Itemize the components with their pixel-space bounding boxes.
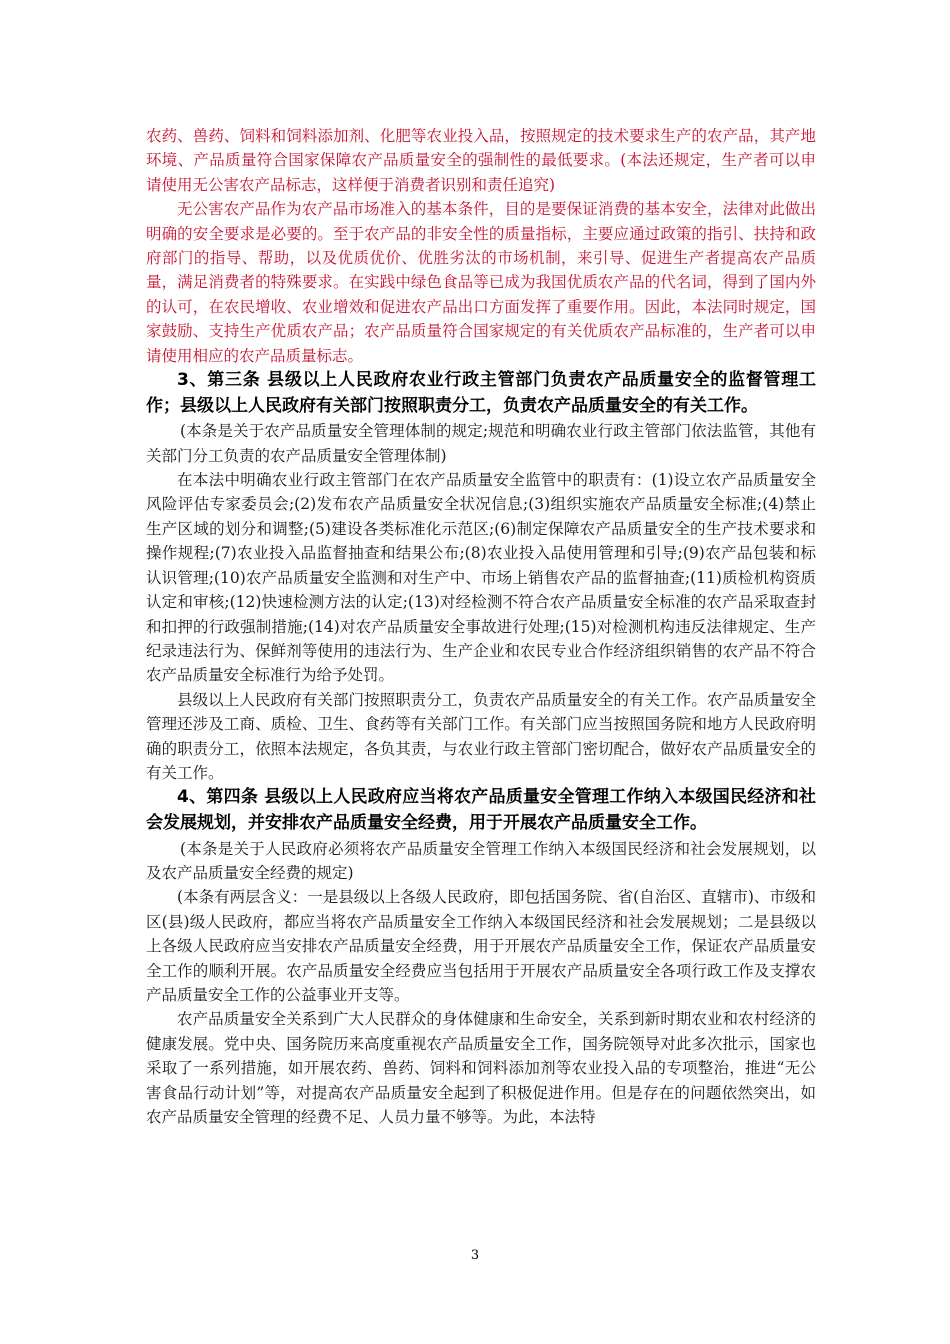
article-4-note: (本条是关于人民政府必须将农产品质量安全管理工作纳入本级国民经济和社会发展规划，以及农产品质量安全经费的规定) xyxy=(146,839,816,882)
document-page xyxy=(146,124,816,1129)
paragraph-related-departments: 县级以上人民政府有关部门按照职责分工，负责农产品质量安全的有关工作。农产品质量安全管理还涉及工商、质检、卫生、食药等有关部门工作。有关部门应当按照国务院和地方人民政府明确的职责分工，依照本法规定，各负其责，与农业行政主管部门密切配合，做好农产品质量安全的有关工作。 xyxy=(146,690,816,782)
article-4-heading: 4、第四条 县级以上人民政府应当将农产品质量安全管理工作纳入本级国民经济和社会发展规划，并安排农产品质量安全经费，用于开展农产品质量安全工作。 xyxy=(146,787,816,833)
article-3-note: (本条是关于农产品质量安全管理体制的规定;规范和明确农业行政主管部门依法监管，其他有关部门分工负责的农产品质量安全管理体制) xyxy=(146,422,816,465)
article-3-heading: 3、第三条 县级以上人民政府农业行政主管部门负责农产品质量安全的监督管理工作；县级以上人民政府有关部门按照职责分工，负责农产品质量安全的有关工作。 xyxy=(146,370,816,416)
paragraph-quality-safety-importance: 农产品质量安全关系到广大人民群众的身体健康和生命安全，关系到新时期农业和农村经济的健康发展。党中央、国务院历来高度重视农产品质量安全工作，国务院领导对此多次批示，国家也采取了一系列措施，如开展农药、兽药、饲料和饲料添加剂等农业投入品的专项整治，推进“无公害食品行动计划”等，对提高农产品质量安全起到了积极促进作用。但是存在的问题依然突出，如农产品质量安全管理的经费不足、人员力量不够等。为此，本法特 xyxy=(146,1010,816,1126)
paragraph-pollution-free-definition: 农药、兽药、饲料和饲料添加剂、化肥等农业投入品，按照规定的技术要求生产的农产品，其产地环境、产品质量符合国家保障农产品质量安全的强制性的最低要求。(本法还规定，生产者可以申请使用无公害农产品标志，这样便于消费者识别和责任追究) xyxy=(146,127,816,194)
paragraph-two-meanings: (本条有两层含义：一是县级以上各级人民政府，即包括国务院、省(自治区、直辖市)、市级和区(县)级人民政府，都应当将农产品质量安全工作纳入本级国民经济和社会发展规划；二是县级以上各级人民政府应当安排农产品质量安全经费，用于开展农产品质量安全工作，保证农产品质量安全工作的顺利开展。农产品质量安全经费应当包括用于开展农产品质量安全各项行政工作及支撑农产品质量安全工作的公益事业开支等。 xyxy=(146,888,816,1004)
page-number: 3 xyxy=(470,1248,480,1263)
paragraph-pollution-free-market-access: 无公害农产品作为农产品市场准入的基本条件，目的是要保证消费的基本安全，法律对此做出明确的安全要求是必要的。至于农产品的非安全性的质量指标，主要应通过政策的指引、扶持和政府部门的指导、帮助，以及优质优价、优胜劣汰的市场机制，来引导、促进生产者提高农产品质量，满足消费者的特殊要求。在实践中绿色食品等已成为我国优质农产品的代名词，得到了国内外的认可，在农民增收、农业增效和促进农产品出口方面发挥了重要作用。因此，本法同时规定，国家鼓励、支持生产优质农产品；农产品质量符合国家规定的有关优质农产品标准的，生产者可以申请使用相应的农产品质量标志。 xyxy=(146,200,816,365)
paragraph-agricultural-dept-duties: 在本法中明确农业行政主管部门在农产品质量安全监管中的职责有：(1)设立农产品质量安全风险评估专家委员会;(2)发布农产品质量安全状况信息;(3)组织实施农产品质量安全标准;(4)禁止生产区域的划分和调整;(5)建设各类标准化示范区;(6)制定保障农产品质量安全的生产技术要求和操作规程;(7)农业投入品监督抽查和结果公布;(8)农业投入品使用管理和引导;(9)农产品包装和标认识管理;(10)农产品质量安全监测和对生产中、市场上销售农产品的监督抽查;(11)质检机构资质认定和审核;(12)快速检测方法的认定;(13)对经检测不符合农产品质量安全标准的农产品采取查封和扣押的行政强制措施;(14)对农产品质量安全事故进行处理;(15)对检测机构违反法律规定、生产纪录违法行为、保鲜剂等使用的违法行为、生产企业和农民专业合作经济组织销售的农产品不符合农产品质量安全标准行为给予处罚。 xyxy=(146,471,816,685)
